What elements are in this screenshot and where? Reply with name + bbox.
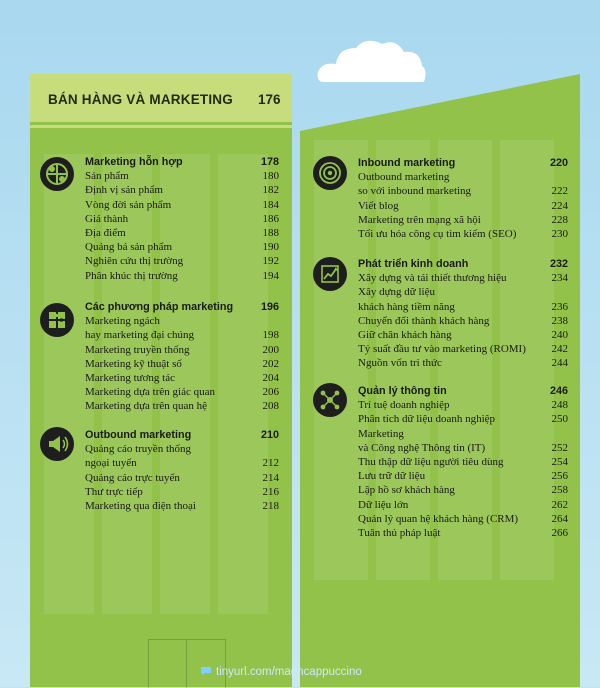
toc-item[interactable]: Quản lý quan hệ khách hàng (CRM) — [358, 512, 519, 525]
toc-page-number: 180 — [262, 170, 279, 183]
toc-item[interactable] — [358, 170, 471, 198]
toc-item[interactable]: Marketing trên mạng xã hội — [358, 213, 481, 226]
toc-page-number: 220 — [549, 157, 568, 169]
toc-page-number: 210 — [260, 429, 279, 441]
megaphone-icon — [40, 427, 74, 461]
toc-item-line: Marketing ngách — [85, 315, 160, 328]
toc-item[interactable]: Giá thành — [85, 212, 129, 225]
toc-item[interactable]: Trí tuệ doanh nghiệp — [358, 399, 450, 412]
toc-item[interactable] — [358, 427, 485, 455]
toc-item[interactable]: Nghiên cứu thị trường — [85, 255, 184, 268]
toc-page-number: 232 — [549, 258, 568, 270]
section-title-page: 176 — [258, 92, 281, 107]
toc-page-number: 196 — [260, 301, 279, 313]
footer-url: tinyurl.com/magncappuccino — [216, 666, 362, 678]
building-door — [148, 639, 226, 688]
section-title: BÁN HÀNG VÀ MARKETING — [48, 92, 233, 107]
toc-heading[interactable]: Outbound marketing — [85, 429, 192, 441]
toc-item[interactable] — [85, 314, 194, 342]
toc-item[interactable]: Nguồn vốn tri thức — [358, 357, 442, 370]
toc-page-number: 194 — [262, 269, 279, 282]
toc-item-line: Outbound marketing — [358, 171, 450, 184]
toc-item[interactable]: Tuân thủ pháp luật — [358, 527, 441, 540]
toc-page-number: 198 — [262, 329, 279, 342]
toc-page-number: 234 — [551, 272, 568, 285]
toc-page-number: 222 — [551, 185, 568, 198]
toc-item-line: khách hàng tiềm năng — [358, 300, 455, 313]
toc-page-number: 258 — [551, 484, 568, 497]
toc-item[interactable]: Marketing kỹ thuật số — [85, 357, 182, 370]
toc-item[interactable]: Phân khúc thị trường — [85, 269, 178, 282]
toc-page-number: 240 — [551, 329, 568, 341]
toc-item-line: Xây dựng dữ liệu — [358, 286, 435, 299]
toc-page-number: 262 — [551, 498, 568, 511]
toc-heading[interactable]: Marketing hỗn hợp — [85, 156, 183, 168]
toc-page-number: 254 — [551, 456, 568, 468]
toc-item[interactable]: Marketing dựa trên quan hệ — [85, 400, 208, 413]
toc-heading[interactable]: Inbound marketing — [358, 157, 456, 169]
toc-item[interactable]: Xây dựng và tái thiết thương hiệu — [358, 272, 507, 285]
toc-item[interactable]: Quảng bá sản phẩm — [85, 241, 173, 254]
target-icon — [313, 156, 347, 190]
toc-page-number: 184 — [262, 198, 279, 211]
toc-page-number: 236 — [551, 300, 568, 313]
toc-page-number: 182 — [262, 184, 279, 197]
toc-page-number: 230 — [551, 228, 568, 240]
toc-page-number: 248 — [551, 399, 568, 412]
toc-item[interactable]: Quảng cáo trực tuyến — [85, 471, 180, 484]
toc-item-line: so với inbound marketing — [358, 185, 472, 198]
toc-item-line: Quảng cáo truyền thống — [85, 443, 191, 456]
toc-item-line: và Công nghệ Thông tin (IT) — [358, 441, 486, 454]
toc-item[interactable]: Lập hồ sơ khách hàng — [358, 484, 455, 497]
toc-item[interactable]: Thu thập dữ liệu người tiêu dùng — [358, 456, 504, 468]
toc-item[interactable] — [358, 285, 455, 313]
toc-item[interactable]: Định vị sản phẩm — [85, 184, 163, 197]
toc-page-number: 264 — [551, 512, 568, 525]
toc-item[interactable]: Giữ chân khách hàng — [358, 329, 452, 341]
toc-page-number: 218 — [262, 500, 279, 512]
toc-page-number: 252 — [551, 441, 568, 454]
toc-page-number: 250 — [551, 413, 568, 426]
toc-item[interactable] — [85, 442, 191, 470]
toc-page-number: 238 — [551, 314, 568, 327]
toc-page-number: 206 — [262, 386, 279, 399]
toc-heading[interactable]: Quản lý thông tin — [358, 385, 447, 397]
toc-page-number: 204 — [262, 372, 279, 384]
toc-item[interactable]: Chuyển đổi thành khách hàng — [358, 314, 490, 327]
toc-item[interactable]: Sản phẩm — [85, 170, 129, 183]
toc-page-number: 186 — [262, 212, 279, 225]
toc-heading[interactable]: Các phương pháp marketing — [85, 301, 234, 313]
chat-bubble-icon — [200, 666, 212, 676]
toc-page-number: 256 — [551, 470, 568, 483]
toc-page-number: 188 — [262, 227, 279, 240]
toc-item[interactable]: Phân tích dữ liệu doanh nghiệp — [358, 413, 496, 426]
puzzle-icon — [40, 303, 74, 337]
toc-item-line: Marketing — [358, 427, 404, 440]
toc-item[interactable]: Tỷ suất đầu tư vào marketing (ROMI) — [358, 343, 526, 356]
toc-page-number: 244 — [551, 357, 568, 370]
toc-item[interactable]: Tối ưu hóa công cụ tìm kiếm (SEO) — [358, 228, 517, 240]
toc-page-number: 242 — [551, 343, 568, 356]
toc-item[interactable]: Viết blog — [358, 199, 399, 212]
toc-item-line: ngoại tuyến — [85, 457, 137, 470]
toc-item[interactable]: Marketing tương tác — [85, 372, 175, 384]
toc-page-number: 214 — [262, 471, 279, 484]
toc-page-number: 246 — [549, 385, 568, 397]
toc-item[interactable]: Thư trực tiếp — [85, 485, 143, 498]
toc-item[interactable]: Marketing dựa trên giác quan — [85, 386, 215, 399]
toc-item[interactable]: Marketing qua điện thoại — [85, 500, 196, 512]
toc-page-number: 208 — [262, 400, 279, 413]
toc-page-number: 200 — [262, 343, 279, 356]
pie-chart-icon — [40, 157, 74, 191]
toc-heading[interactable]: Phát triển kinh doanh — [358, 258, 469, 270]
toc-page-number: 202 — [262, 357, 279, 370]
toc-page-number: 224 — [551, 199, 568, 212]
toc-item-line: hay marketing đại chúng — [85, 329, 195, 342]
toc-item[interactable]: Lưu trữ dữ liệu — [358, 470, 426, 483]
toc-page-number: 192 — [262, 255, 279, 268]
header-stripe — [30, 125, 292, 128]
toc-item[interactable]: Dữ liệu lớn — [358, 498, 409, 511]
toc-item[interactable]: Marketing truyền thống — [85, 343, 190, 356]
toc-page-number: 216 — [262, 485, 279, 498]
growth-chart-icon — [313, 257, 347, 291]
toc-item[interactable]: Vòng đời sản phẩm — [85, 198, 172, 211]
footer-link[interactable] — [200, 666, 362, 678]
toc-page-number: 228 — [551, 213, 568, 226]
toc-page-number: 266 — [551, 527, 568, 540]
toc-item[interactable]: Địa điểm — [85, 227, 126, 240]
toc-page-number: 178 — [260, 156, 279, 168]
network-icon — [313, 383, 347, 417]
toc-page-number: 190 — [262, 241, 279, 254]
toc-page-number: 212 — [262, 457, 279, 470]
